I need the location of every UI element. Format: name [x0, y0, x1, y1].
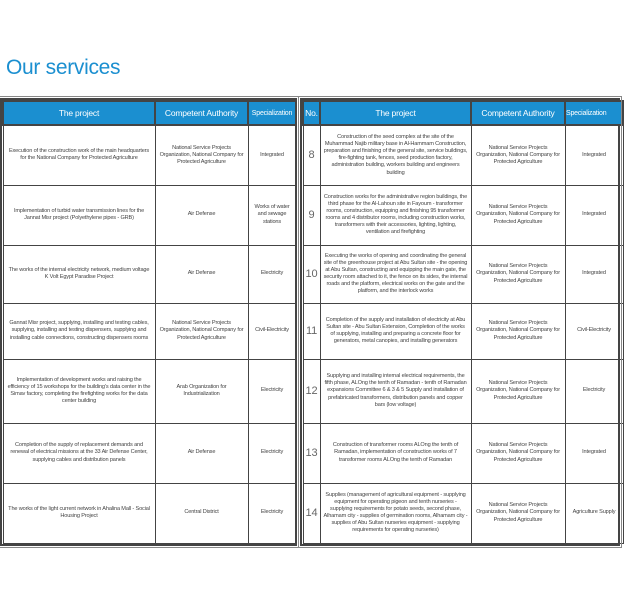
cell-authority: National Service Projects Organization, National Company for Protected Agriculture: [471, 125, 565, 185]
cell-project: Supplying and installing internal electrical requirements, the fifth phase, ALOng the tenth of Ramadan - tenth of Ramadan expansions Committee 6 & 3 & 5 Supply and installation of prefabricated transformers, distribution panels and copper bars (low voltage): [320, 359, 471, 423]
cell-specialization: Electricity: [248, 359, 296, 423]
table-row: [303, 359, 623, 423]
cell-specialization: Integrated: [565, 185, 623, 245]
cell-project: Supplies (management of agricultural equipment - supplying equipment for operating pigeon and tenth nurseries - supplying requirements for potato seeds, second phase, Alhamam city - supplies of germination rooms, Alhamam city - supplies of Abu Sultan nurseries equipment - supplying requirements for operating nurseries): [320, 483, 471, 543]
cell-project: Construction of the seed complex at the site of the Muhammad Najib military base in Al-Hammam Construction, preparation and finishing of the general site, service buildings, fire-fighting tank, fences, seed production factory, administration building, workers building and engineers building: [320, 125, 471, 185]
services-table-right: [300, 98, 620, 546]
cell-no: 8: [303, 125, 320, 185]
table-row: [3, 125, 296, 185]
cell-project: The works of the light current network in Ahalina Mall - Social Housing Project: [3, 483, 155, 543]
cell-project: Completion of the supply and installation of electricity at Abu Sultan site - Abu Sultan Extension, Completion of the works of supplying, installing and preparing a concrete floor for generators, metal canopies, and installing generators: [320, 303, 471, 359]
cell-authority: Air Defense: [155, 245, 248, 303]
cell-authority: Air Defense: [155, 185, 248, 245]
table-row: [3, 303, 296, 359]
cell-project: The works of the internal electricity network, medium voltage K Volt Egypt Paradise Project: [3, 245, 155, 303]
header-specialization: Specialization: [248, 101, 296, 125]
cell-specialization: Integrated: [565, 245, 623, 303]
header-authority: Competent Authority: [471, 101, 565, 125]
cell-authority: National Service Projects Organization, National Company for Protected Agriculture: [471, 483, 565, 543]
cell-project: Gannat Misr project, supplying, installing and testing cables, supplying, installing and testing dispensers, supplying and installing cable connections, constructing dispensers rooms: [3, 303, 155, 359]
cell-specialization: Works of water and sewage stations: [248, 185, 296, 245]
table-row: [303, 245, 623, 303]
cell-authority: National Service Projects Organization, National Company for Protected Agriculture: [471, 245, 565, 303]
cell-authority: Arab Organization for Industrialization: [155, 359, 248, 423]
cell-specialization: Electricity: [565, 359, 623, 423]
cell-authority: Air Defense: [155, 423, 248, 483]
cell-specialization: Electricity: [248, 483, 296, 543]
cell-project: Completion of the supply of replacement demands and renewal of electrical missions at the 33 Air Defense Center, supplying cables and distribution panels: [3, 423, 155, 483]
table-row: [3, 359, 296, 423]
cell-project: Executing the works of opening and coordinating the general site of the greenhouse project at Abu Sultan site - the opening at Abu Sultan, constructing and equipping the main gate, the security room attached to it, the fence on its sides, the internal roads and the platform, electrical works on the gate and the platform, and the interlock works: [320, 245, 471, 303]
table-row: [303, 125, 623, 185]
cell-project: Implementation of turbid water transmission lines for the Jannat Misr project (Polyethylene pipes - GRB): [3, 185, 155, 245]
table-row: [3, 245, 296, 303]
cell-no: 14: [303, 483, 320, 543]
table-row: [303, 483, 623, 543]
table-row: [3, 185, 296, 245]
header-authority: Competent Authority: [155, 101, 248, 125]
cell-specialization: Civil-Electricity: [565, 303, 623, 359]
cell-specialization: Integrated: [565, 125, 623, 185]
cell-authority: National Service Projects Organization, National Company for Protected Agriculture: [471, 359, 565, 423]
cell-authority: National Service Projects Organization, National Company for Protected Agriculture: [471, 303, 565, 359]
services-table-left: [0, 98, 297, 546]
cell-no: 9: [303, 185, 320, 245]
cell-specialization: Civil-Electricity: [248, 303, 296, 359]
table-row: [303, 185, 623, 245]
table-header: [303, 101, 623, 125]
header-project: The project: [320, 101, 471, 125]
cell-authority: National Service Projects Organization, National Company for Protected Agriculture: [471, 423, 565, 483]
cell-specialization: Integrated: [248, 125, 296, 185]
header-no: No.: [303, 101, 320, 125]
cell-authority: Central District: [155, 483, 248, 543]
cell-project: Construction of transformer rooms ALOng the tenth of Ramadan, implementation of construction works of 7 transformer rooms ALOng the tenth of Ramadan: [320, 423, 471, 483]
table-row: [303, 423, 623, 483]
cell-specialization: Electricity: [248, 245, 296, 303]
table-row: [303, 303, 623, 359]
cell-no: 11: [303, 303, 320, 359]
cell-project: Construction works for the administrative region buildings, the third phase for the Al-Lahoun site in Fayoum - transformer rooms, construction, equipping and finishing 95 transformer rooms and 4 distributor rooms, including construction works, transformers with their accessories, lighting, lighting, ventilation and firefighting: [320, 185, 471, 245]
table-row: [3, 423, 296, 483]
cell-authority: National Service Projects Organization, National Company for Protected Agriculture: [155, 303, 248, 359]
cell-project: Implementation of development works and raising the efficiency of 15 workshops for the building's data center in the Simav factory, completing the firefighting works for the data center building: [3, 359, 155, 423]
cell-no: 10: [303, 245, 320, 303]
cell-specialization: Agriculture Supply: [565, 483, 623, 543]
table-header: [3, 101, 296, 125]
cell-no: 13: [303, 423, 320, 483]
cell-authority: National Service Projects Organization, National Company for Protected Agriculture: [471, 185, 565, 245]
cell-authority: National Service Projects Organization, National Company for Protected Agriculture: [155, 125, 248, 185]
header-specialization: Specialization: [565, 101, 623, 125]
header-project: The project: [3, 101, 155, 125]
table-row: [3, 483, 296, 543]
cell-no: 12: [303, 359, 320, 423]
cell-specialization: Integrated: [565, 423, 623, 483]
cell-specialization: Electricity: [248, 423, 296, 483]
page-title: Our services: [6, 56, 121, 79]
cell-project: Execution of the construction work of the main headquarters for the National Company for Protected Agriculture: [3, 125, 155, 185]
